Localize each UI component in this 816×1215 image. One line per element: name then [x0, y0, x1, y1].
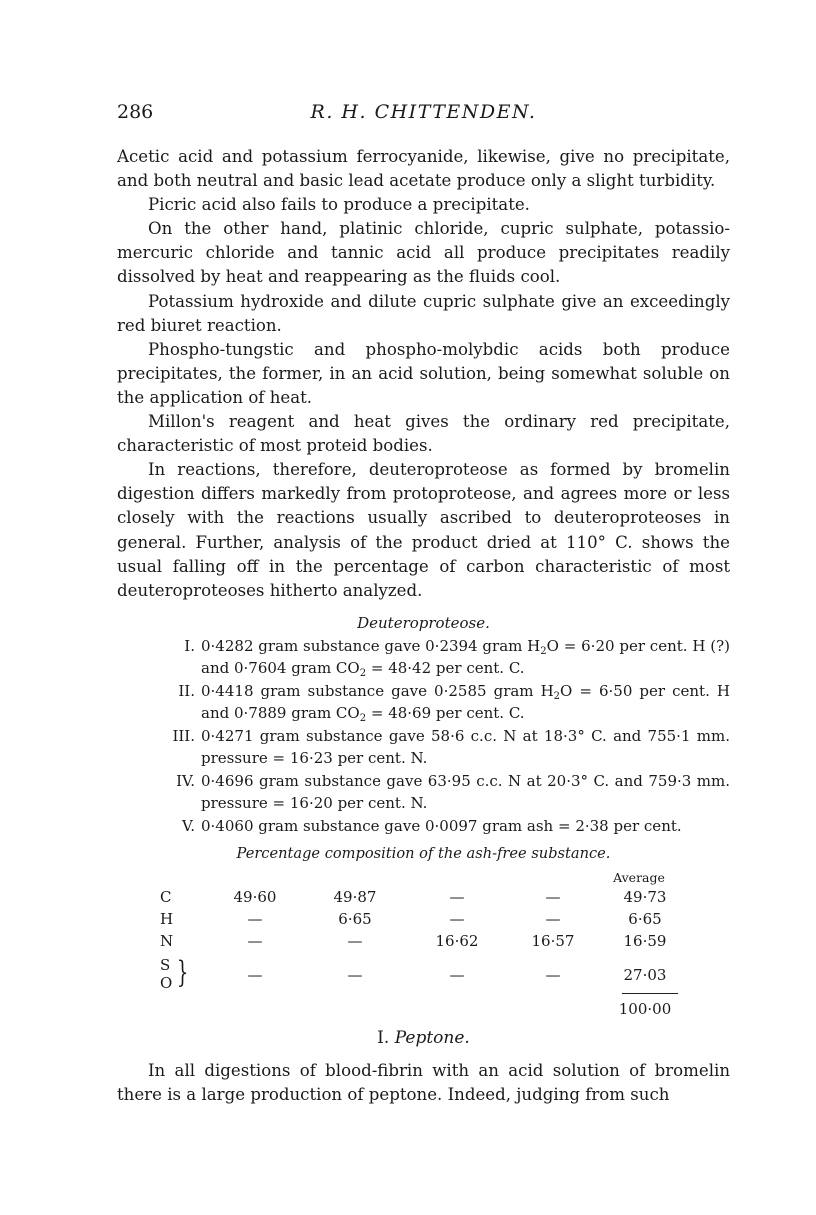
average-cell: 49·73	[623, 888, 667, 906]
table-row	[160, 888, 680, 910]
paragraph: On the other hand, platinic chloride, cupric sulphate, potassio-mercuric chloride and tannic acid all produce precipitates readily dissolved by heat and reappearing as the fluids cool.	[117, 219, 730, 287]
analysis-text: 0·4696 gram substance gave 63·95 c.c. N at 20·3° C. and 759·3 mm. pressure = 16·20 per cent. N.	[201, 772, 730, 812]
analysis-text: 0·4418 gram substance gave 0·2585 gram $H_2O = 6\cdot 50$ per cent. H and 0·7889 gram $CO_2 = 48\cdot 69$ per cent. C.	[201, 682, 730, 724]
analysis-item	[117, 636, 730, 679]
page-header	[117, 101, 730, 125]
analysis-text: 0·4060 gram substance gave 0·0097 gram ash = 2·38 per cent.	[201, 817, 682, 835]
table-cell: 49·87	[333, 888, 377, 906]
analysis-text: 0·4282 gram substance gave 0·2394 gram $H_2O = 6\cdot 20$ per cent. H (?) and 0·7604 gram $CO_2 = 48\cdot 42$ per cent. C.	[201, 637, 730, 679]
average-cell: 6·65	[628, 910, 662, 928]
analysis-text: 0·4271 gram substance gave 58·6 c.c. N at 18·3° C. and 755·1 mm. pressure = 16·23 per cent. N.	[201, 727, 730, 767]
sum-rule	[622, 993, 678, 994]
paragraph: Potassium hydroxide and dilute cupric sulphate give an exceedingly red biuret reaction.	[117, 291, 730, 335]
average-cell: 16·59	[623, 932, 667, 950]
analysis-number: I.	[184, 637, 195, 655]
section-heading	[117, 1028, 730, 1048]
body-text	[117, 145, 730, 603]
analysis-number: III.	[172, 727, 195, 745]
analysis-number: IV.	[176, 772, 195, 790]
table-cell: 49·60	[233, 888, 277, 906]
element-label: C	[160, 888, 172, 906]
paragraph: In all digestions of blood-fibrin with an acid solution of bromelin there is a large production of peptone. Indeed, judging from such	[117, 1061, 730, 1105]
paragraph: Picric acid also fails to produce a precipitate.	[148, 195, 530, 215]
total-cell: 100·00	[618, 1000, 672, 1018]
element-label: S O	[160, 956, 173, 992]
table-row	[160, 910, 680, 932]
analysis-number: II.	[178, 682, 195, 700]
paragraph: Millon's reagent and heat gives the ordinary red precipitate, characteristic of most proteid bodies.	[117, 412, 730, 456]
table-cell: —	[545, 910, 561, 928]
table-cell: —	[247, 932, 263, 950]
element-label: H	[160, 910, 174, 928]
analysis-item	[117, 771, 730, 814]
table-cell: —	[449, 966, 465, 984]
average-header: Average	[613, 870, 665, 885]
table-row	[160, 932, 680, 954]
total-row	[160, 1000, 680, 1022]
table-cell: —	[347, 932, 363, 950]
section-title: Peptone.	[394, 1028, 470, 1048]
average-cell: 27·03	[623, 966, 667, 984]
table-cell: —	[449, 910, 465, 928]
paragraph: Phospho-tungstic and phospho-molybdic acids both produce precipitates, the former, in an acid solution, being somewhat soluble on the application of heat.	[117, 339, 730, 407]
table-cell: 16·62	[435, 932, 479, 950]
table-cell: —	[545, 966, 561, 984]
table-cell: —	[545, 888, 561, 906]
element-label: N	[160, 932, 174, 950]
tail-text	[117, 1059, 730, 1107]
analysis-item	[117, 726, 730, 769]
paragraph: Acetic acid and potassium ferrocyanide, likewise, give no precipitate, and both neutral and basic lead acetate produce only a slight turbidity.	[117, 147, 730, 191]
table-cell: —	[347, 966, 363, 984]
table-cell: —	[247, 966, 263, 984]
running-head: R. H. CHITTENDEN.	[310, 101, 537, 123]
table-cell: —	[247, 910, 263, 928]
brace-symbol: }	[176, 955, 189, 990]
section-numeral: I.	[377, 1028, 390, 1048]
table-cell: 6·65	[338, 910, 372, 928]
page-number: 286	[117, 101, 154, 123]
analysis-item	[117, 681, 730, 724]
composition-caption: Percentage composition of the ash-free substance.	[236, 845, 611, 862]
table-cell: 16·57	[531, 932, 575, 950]
paragraph: In reactions, therefore, deuteroproteose as formed by bromelin digestion differs markedly from protoproteose, and agrees more or less closely with the reactions usually ascribed to deuteroproteoses in general. Further, analysis of the product dried at 110° C. shows the usual falling off in the percentage of carbon characteristic of most deuteroproteoses hitherto analyzed.	[117, 460, 730, 600]
composition-table	[160, 870, 680, 1022]
table-cell: —	[449, 888, 465, 906]
table-row	[160, 954, 680, 1000]
analysis-item	[117, 816, 730, 838]
analysis-number: V.	[182, 817, 195, 835]
analysis-title: Deuteroproteose.	[357, 614, 490, 632]
analysis-list	[117, 636, 730, 840]
